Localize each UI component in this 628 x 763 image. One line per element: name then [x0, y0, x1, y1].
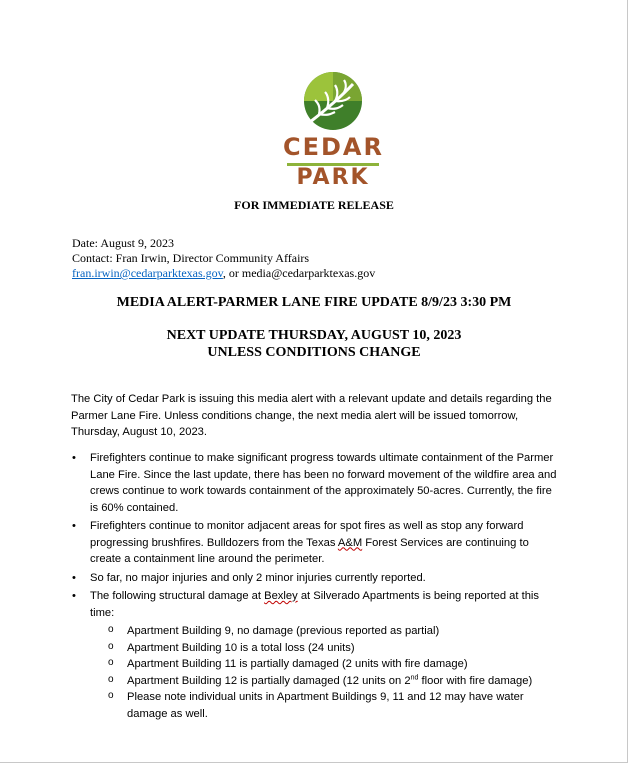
list-item — [71, 570, 561, 587]
bullet-text: Firefighters continue to monitor adjacent areas for spot fires as well as stop any forward progressing brushfires. Bulldozers from the Texas — [90, 520, 524, 549]
damage-item — [90, 673, 561, 690]
damage-item: o Apartment Building 9, no damage (previous reported as partial) — [90, 623, 561, 640]
next-update-heading — [0, 327, 628, 361]
ordinal-suffix: nd — [410, 673, 419, 681]
bullet-text-tail: Forest Services are continuing to create a containment line around the perimeter. — [90, 536, 529, 565]
contact-line: Contact: Fran Irwin, Director Community Affairs — [72, 251, 310, 265]
intro-paragraph: The City of Cedar Park is issuing this media alert with a relevant update and details regarding the Parmer Lane Fire. Unless conditions change, the next media alert will be issued tomorrow, Thursday, August 10, 2023. — [71, 393, 552, 438]
logo-text-park: PARK — [296, 165, 370, 190]
damage-item: o Please note individual units in Apartment Buildings 9, 11 and 12 may have water damage as well. — [90, 689, 561, 722]
email-line — [72, 266, 375, 281]
damage-item: o Apartment Building 11 is partially damaged (2 units with fire damage) — [90, 656, 561, 673]
email-suffix: , or media@cedarparktexas.gov — [222, 266, 376, 280]
spellcheck-flag: Bexley — [264, 590, 298, 602]
list-item — [71, 450, 561, 516]
update-bullet-list — [71, 450, 561, 724]
cedar-leaf-icon — [283, 70, 383, 134]
contact-block — [72, 236, 375, 281]
bullet-text: So far, no major injuries and only 2 minor injuries currently reported. — [90, 571, 426, 584]
next-update-line-1: NEXT UPDATE THURSDAY, AUGUST 10, 2023 — [166, 328, 462, 343]
damage-text: Apartment Building 12 is partially damaged (12 units on 2 — [127, 674, 411, 687]
headline: MEDIA ALERT-PARMER LANE FIRE UPDATE 8/9/23 3:30 PM — [116, 295, 512, 310]
date-line: Date: August 9, 2023 — [72, 236, 174, 250]
bullet-text-tail: at Silverado Apartments is being reported at this time: — [90, 590, 540, 619]
release-label: FOR IMMEDIATE RELEASE — [234, 198, 394, 212]
damage-sublist — [90, 623, 561, 722]
damage-text-tail: floor with fire damage) — [418, 674, 533, 687]
next-update-line-2: UNLESS CONDITIONS CHANGE — [207, 345, 421, 360]
email-link[interactable]: fran.irwin@cedarparktexas.gov — [72, 266, 223, 280]
logo-text-cedar: CEDAR — [283, 133, 384, 161]
damage-item: o Apartment Building 10 is a total loss (24 units) — [90, 640, 561, 657]
list-item — [71, 518, 561, 568]
bullet-text: Firefighters continue to make significant progress towards ultimate containment of the Parmer Lane Fire. Since the last update, there has been no forward movement of the wildfire area and crews continue to work towards containment of the approximately 50-acres. Currently, the fire is 60% contained. — [90, 452, 557, 514]
spellcheck-flag: A&M — [337, 536, 363, 549]
bullet-text: The following structural damage at — [90, 590, 265, 602]
list-item — [71, 588, 561, 722]
